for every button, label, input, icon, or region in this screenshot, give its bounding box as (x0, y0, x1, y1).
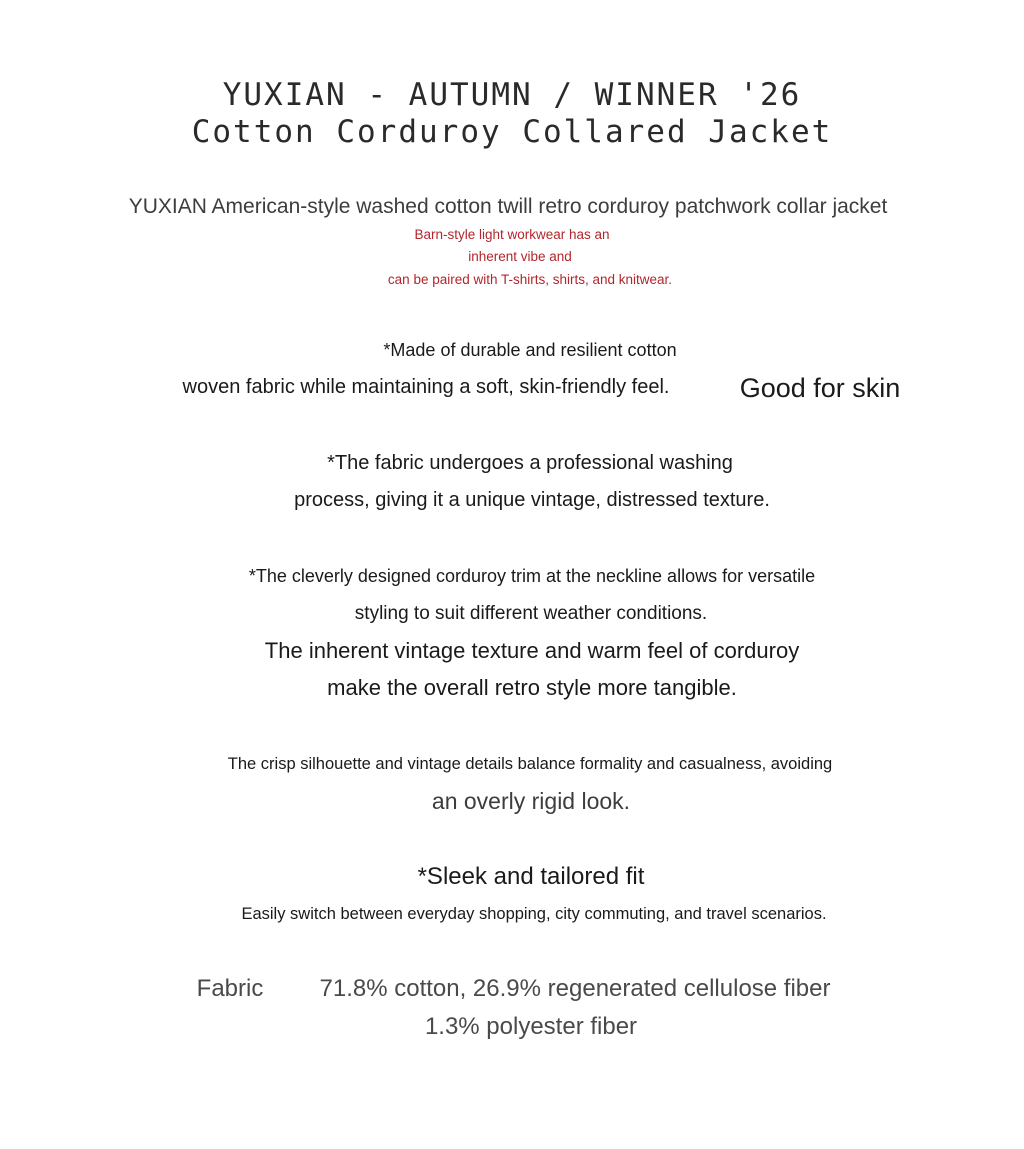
texture-line-2: make the overall retro style more tangible. (327, 675, 737, 700)
composition-line-2: 1.3% polyester fiber (424, 1013, 638, 1040)
product-title: Cotton Corduroy Collared Jacket (191, 114, 833, 150)
subtitle-line-1: Barn-style light workwear has an (414, 227, 610, 242)
fit-description: Easily switch between everyday shopping, city commuting, and travel scenarios. (241, 905, 827, 923)
subtitle-line-2: inherent vibe and (468, 249, 572, 264)
fit-title: *Sleek and tailored fit (417, 863, 645, 890)
product-headline: YUXIAN American-style washed cotton twill retro corduroy patchwork collar jacket (128, 195, 888, 218)
silhouette-line-2: an overly rigid look. (431, 788, 631, 814)
fabric-feature-line-2: woven fabric while maintaining a soft, skin-friendly feel. (182, 376, 670, 398)
season-heading: YUXIAN - AUTUMN / WINNER '26 (222, 77, 802, 113)
trim-feature-line-2: styling to suit different weather conditions. (354, 603, 708, 624)
composition-label: Fabric (196, 975, 264, 1002)
texture-line-1: The inherent vintage texture and warm feel of corduroy (264, 638, 800, 663)
skin-note: Good for skin (739, 373, 901, 403)
trim-feature-line-1: *The cleverly designed corduroy trim at the neckline allows for versatile (248, 566, 816, 586)
silhouette-line-1: The crisp silhouette and vintage details balance formality and casualness, avoiding (227, 755, 833, 773)
composition-line-1: 71.8% cotton, 26.9% regenerated cellulose fiber (319, 975, 831, 1002)
wash-feature-line-1: *The fabric undergoes a professional washing (327, 452, 733, 474)
fabric-feature-line-1: *Made of durable and resilient cotton (383, 340, 677, 360)
wash-feature-line-2: process, giving it a unique vintage, distressed texture. (294, 489, 770, 511)
subtitle-line-3: can be paired with T-shirts, shirts, and knitwear. (387, 272, 673, 287)
